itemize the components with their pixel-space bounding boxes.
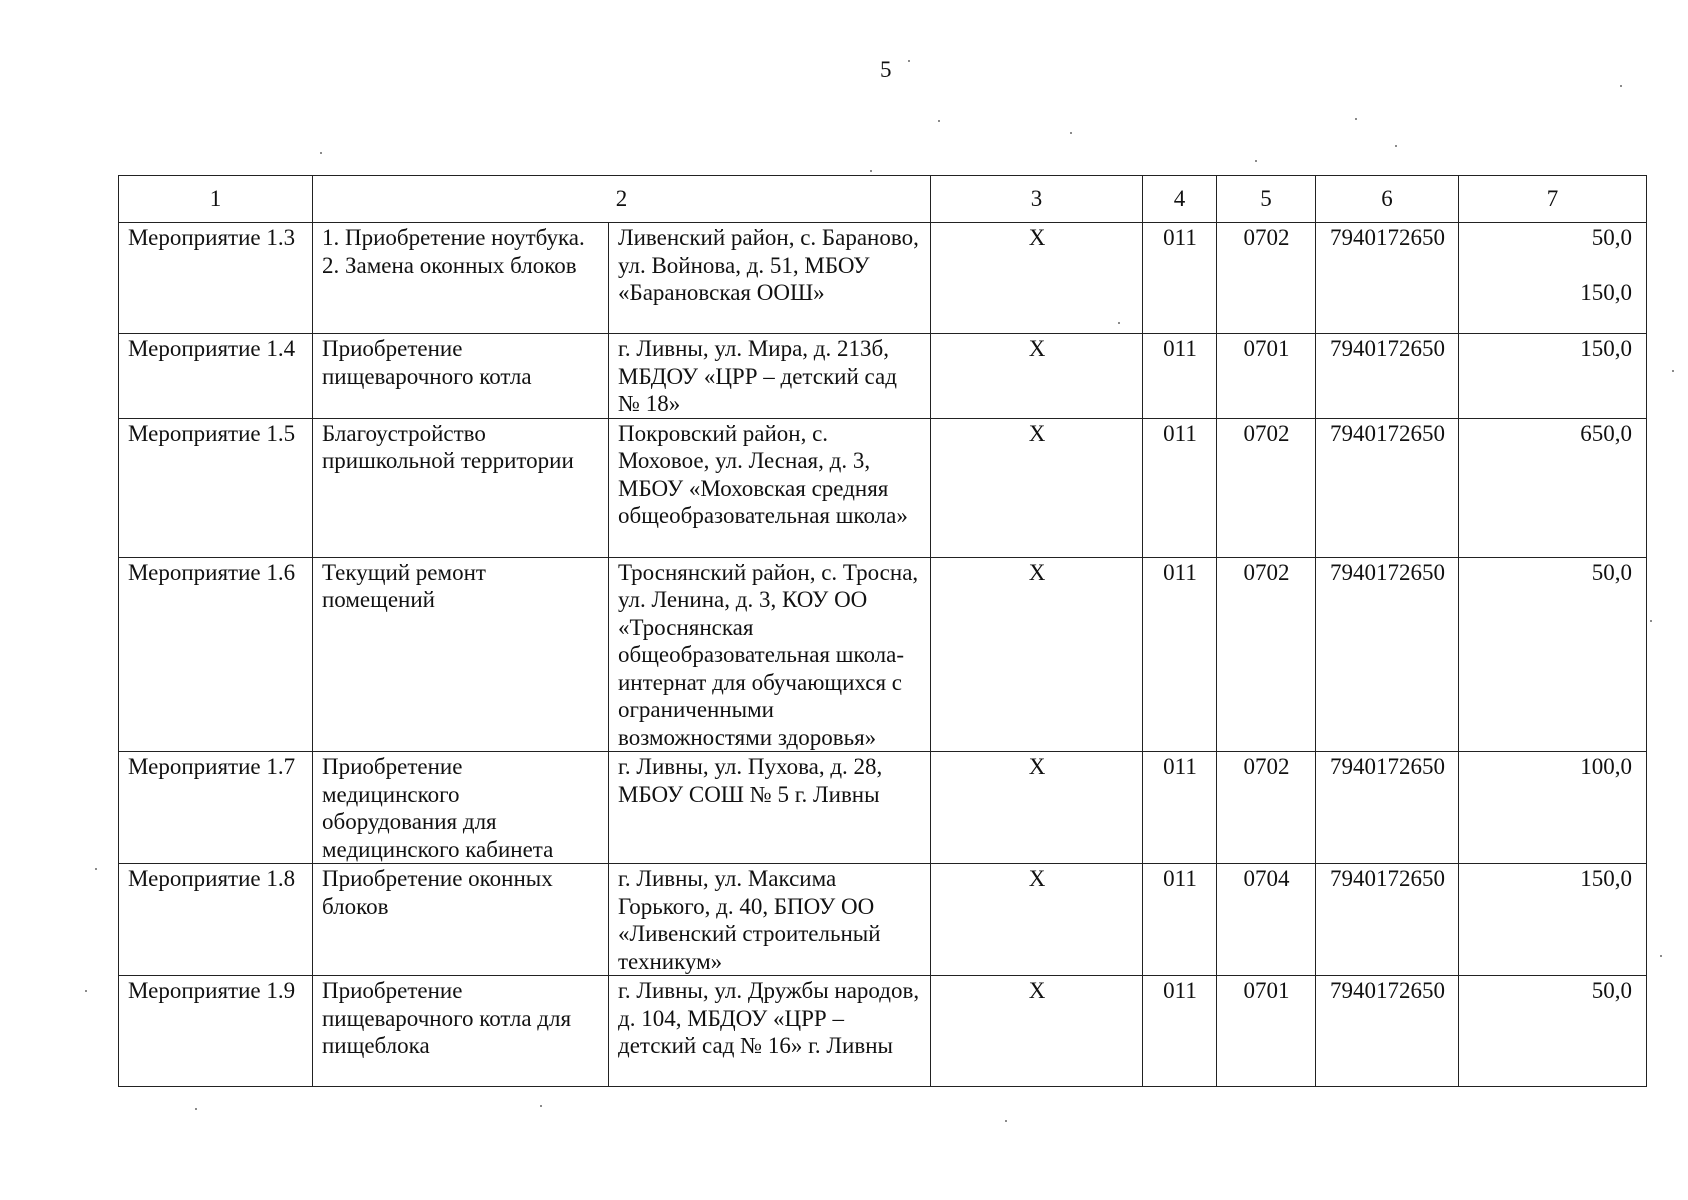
table-row (119, 752, 1647, 864)
amount-value: 50,0 (1591, 225, 1632, 250)
col3-cell: Х (931, 752, 1143, 864)
col6-cell: 7940172650 (1316, 334, 1459, 419)
col5-cell: 0702 (1217, 557, 1316, 752)
amount-cell (1459, 418, 1647, 557)
address-cell: Троснянский район, с. Тросна, ул. Ленина, д. 3, КОУ ОО «Троснянская общеобразовательная школа-интернат для обучающихся с ограниченными возможностями здоровья» (609, 557, 931, 752)
col4-cell: 011 (1143, 557, 1217, 752)
col5-cell: 0702 (1217, 752, 1316, 864)
event-cell: Мероприятие 1.3 (119, 223, 313, 334)
header-row (119, 176, 1647, 223)
col3-cell: Х (931, 864, 1143, 976)
col6-cell: 7940172650 (1316, 976, 1459, 1087)
col3-cell: Х (931, 418, 1143, 557)
table-row (119, 864, 1647, 976)
action-cell (313, 752, 609, 864)
action-cell (313, 976, 609, 1087)
header-cell-5: 5 (1217, 176, 1316, 223)
col4-cell: 011 (1143, 864, 1217, 976)
amount-value: 50,0 (1591, 978, 1632, 1003)
col5-cell: 0701 (1217, 334, 1316, 419)
action-line: Приобретение медицинского оборудования для медицинского кабинета (322, 754, 554, 862)
col3-cell: Х (931, 976, 1143, 1087)
address-cell: г. Ливны, ул. Максима Горького, д. 40, БПОУ ОО «Ливенский строительный техникум» (609, 864, 931, 976)
amount-value: 150,0 (1580, 336, 1632, 361)
col3-cell: Х (931, 334, 1143, 419)
header-cell-4: 4 (1143, 176, 1217, 223)
amount-cell (1459, 223, 1647, 334)
table-row (119, 223, 1647, 334)
table-row (119, 334, 1647, 419)
address-cell: Покровский район, с. Моховое, ул. Лесная, д. 3, МБОУ «Моховская средняя общеобразовательная школа» (609, 418, 931, 557)
col5-cell: 0704 (1217, 864, 1316, 976)
amount-cell (1459, 557, 1647, 752)
header-cell-6: 6 (1316, 176, 1459, 223)
header-cell-1: 1 (119, 176, 313, 223)
table-row (119, 557, 1647, 752)
address-cell: г. Ливны, ул. Дружбы народов, д. 104, МБДОУ «ЦРР – детский сад № 16» г. Ливны (609, 976, 931, 1087)
action-line: 1. Приобретение ноутбука. (322, 225, 585, 250)
col5-cell: 0702 (1217, 418, 1316, 557)
col6-cell: 7940172650 (1316, 864, 1459, 976)
event-cell: Мероприятие 1.5 (119, 418, 313, 557)
action-line: Приобретение оконных блоков (322, 866, 553, 919)
col3-cell: Х (931, 223, 1143, 334)
page-number: 5 (880, 57, 892, 82)
action-line: 2. Замена оконных блоков (322, 252, 577, 278)
address-cell: г. Ливны, ул. Пухова, д. 28, МБОУ СОШ № 5 г. Ливны (609, 752, 931, 864)
amount-value: 50,0 (1591, 559, 1632, 585)
col4-cell: 011 (1143, 976, 1217, 1087)
col6-cell: 7940172650 (1316, 752, 1459, 864)
amount-value: 150,0 (1580, 866, 1632, 891)
action-line: Приобретение пищеварочного котла для пищеблока (322, 978, 572, 1058)
amount-value: 150,0 (1580, 280, 1632, 305)
col5-cell: 0702 (1217, 223, 1316, 334)
action-cell (313, 418, 609, 557)
header-cell-3: 3 (931, 176, 1143, 223)
address-cell: Ливенский район, с. Бараново, ул. Войнова, д. 51, МБОУ «Барановская ООШ» (609, 223, 931, 334)
amount-cell (1459, 334, 1647, 419)
amount-cell (1459, 976, 1647, 1087)
col5-cell: 0701 (1217, 976, 1316, 1087)
table-body (119, 176, 1647, 1087)
action-line: Благоустройство пришкольной территории (322, 420, 574, 473)
col4-cell: 011 (1143, 418, 1217, 557)
col4-cell: 011 (1143, 752, 1217, 864)
action-line: Приобретение пищеварочного котла (322, 336, 532, 389)
col6-cell: 7940172650 (1316, 418, 1459, 557)
action-cell (313, 223, 609, 334)
col4-cell: 011 (1143, 223, 1217, 334)
col4-cell: 011 (1143, 334, 1217, 419)
table-row (119, 418, 1647, 557)
amount-cell (1459, 752, 1647, 864)
action-line: Текущий ремонт помещений (322, 559, 486, 612)
event-cell: Мероприятие 1.7 (119, 752, 313, 864)
header-cell-7: 7 (1459, 176, 1647, 223)
event-cell: Мероприятие 1.9 (119, 976, 313, 1087)
action-cell (313, 557, 609, 752)
action-cell (313, 864, 609, 976)
event-cell: Мероприятие 1.8 (119, 864, 313, 976)
col6-cell: 7940172650 (1316, 557, 1459, 752)
amount-value: 100,0 (1580, 754, 1632, 779)
table-row (119, 976, 1647, 1087)
event-cell: Мероприятие 1.6 (119, 557, 313, 752)
header-cell-2: 2 (313, 176, 931, 223)
event-cell: Мероприятие 1.4 (119, 334, 313, 419)
col6-cell: 7940172650 (1316, 223, 1459, 334)
amount-cell (1459, 864, 1647, 976)
amount-value: 650,0 (1580, 420, 1632, 446)
col3-cell: Х (931, 557, 1143, 752)
address-cell: г. Ливны, ул. Мира, д. 213б, МБДОУ «ЦРР – детский сад № 18» (609, 334, 931, 419)
action-cell (313, 334, 609, 419)
events-table (118, 175, 1647, 1087)
